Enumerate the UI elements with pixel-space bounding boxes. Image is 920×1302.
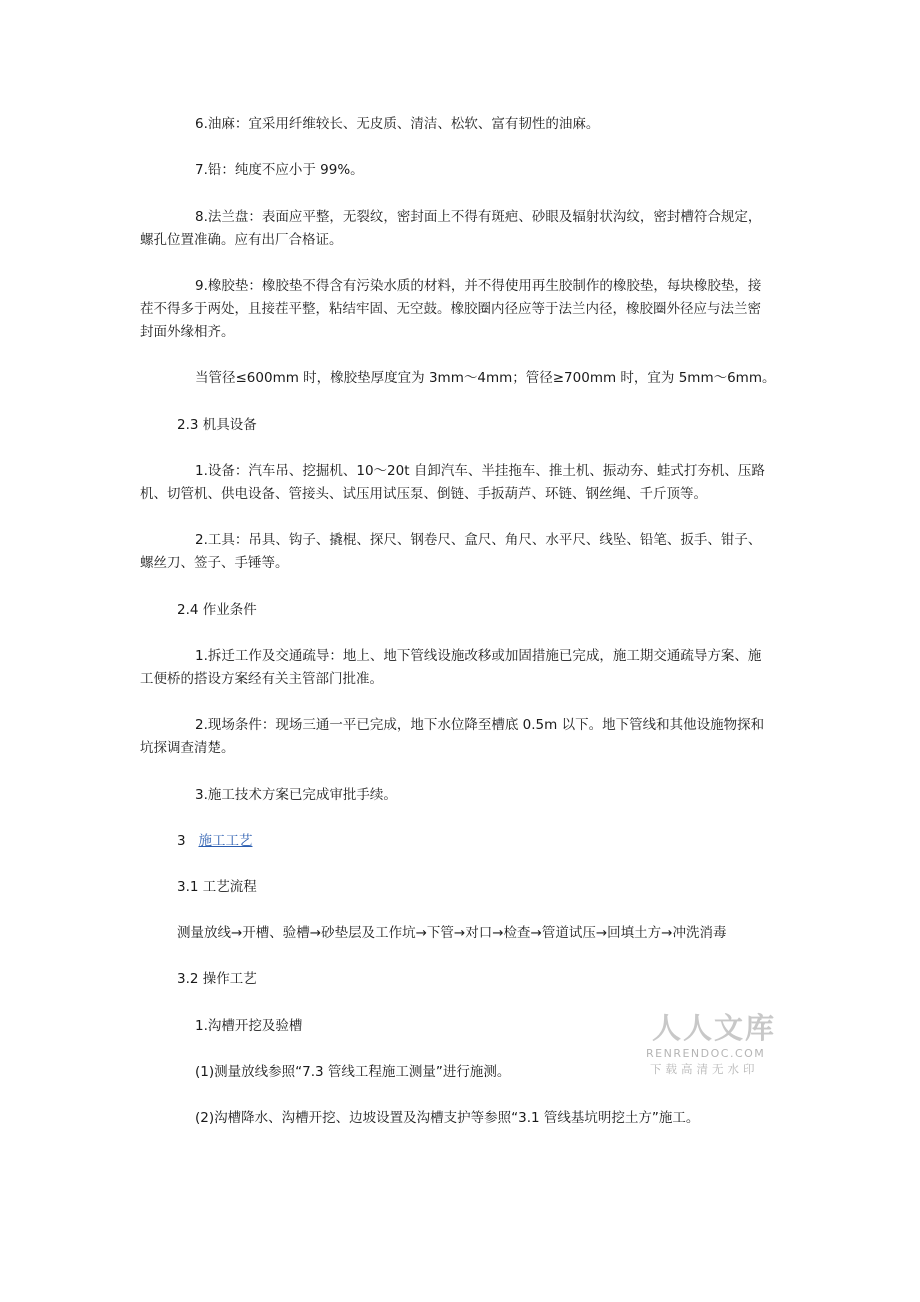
- item-flange-line1: 8.法兰盘：表面应平整，无裂纹，密封面上不得有斑疤、砂眼及辐射状沟纹，密封槽符合规定，: [195, 209, 762, 225]
- section-3-2-heading: 3.2 操作工艺: [177, 971, 257, 987]
- condition-3: 3.施工技术方案已完成审批手续。: [195, 787, 397, 803]
- section-3-number: 3: [177, 833, 186, 849]
- condition-1-line1: 1.拆迁工作及交通疏导：地上、地下管线设施改移或加固措施已完成，施工期交通疏导方案、施: [195, 648, 762, 664]
- watermark-subtitle: 下载高清无水印: [650, 1062, 759, 1076]
- item-rubber-gasket-line1: 9.橡胶垫：橡胶垫不得含有污染水质的材料，并不得使用再生胶制作的橡胶垫，每块橡胶垫，接: [195, 278, 762, 294]
- watermark-title: 人人文库: [652, 1011, 777, 1045]
- dewatering-step: (2)沟槽降水、沟槽开挖、边坡设置及沟槽支护等参照“3.1 管线基坑明挖土方”施工。: [195, 1110, 700, 1126]
- section-2-3-heading: 2.3 机具设备: [177, 417, 257, 433]
- watermark-domain: RENRENDOC.COM: [646, 1047, 766, 1060]
- trench-excavation-heading: 1.沟槽开挖及验槽: [195, 1018, 303, 1034]
- item-oakum: 6.油麻：宜采用纤维较长、无皮质、清洁、松软、富有韧性的油麻。: [195, 116, 600, 132]
- condition-1-line2: 工便桥的搭设方案经有关主管部门批准。: [140, 671, 383, 687]
- equipment-line1: 1.设备：汽车吊、挖掘机、10～20t 自卸汽车、半挂拖车、推土机、振动夯、蛙式打夯机、压路: [195, 463, 765, 479]
- gasket-thickness-note: 当管径≤600mm 时，橡胶垫厚度宜为 3mm～4mm；管径≥700mm 时，宜为 5mm～6mm。: [195, 370, 776, 386]
- condition-2-line2: 坑探调查清楚。: [140, 740, 235, 756]
- item-flange-line2: 螺孔位置准确。应有出厂合格证。: [140, 232, 343, 248]
- item-rubber-gasket-line2: 茬不得多于两处，且接茬平整，粘结牢固、无空鼓。橡胶圈内径应等于法兰内径，橡胶圈外径应与法兰密: [140, 301, 761, 317]
- section-2-4-heading: 2.4 作业条件: [177, 602, 257, 618]
- construction-process-link[interactable]: 施工工艺: [198, 833, 253, 849]
- section-3-heading: [177, 833, 252, 849]
- item-lead: 7.铅：纯度不应小于 99%。: [195, 162, 364, 178]
- tools-line1: 2.工具：吊具、钩子、撬棍、探尺、钢卷尺、盒尺、角尺、水平尺、线坠、铅笔、扳手、钳子、: [195, 532, 762, 548]
- survey-step: (1)测量放线参照“7.3 管线工程施工测量”进行施测。: [195, 1064, 511, 1080]
- tools-line2: 螺丝刀、签子、手锤等。: [140, 555, 289, 571]
- item-rubber-gasket-line3: 封面外缘相齐。: [140, 324, 235, 340]
- condition-2-line1: 2.现场条件：现场三通一平已完成，地下水位降至槽底 0.5m 以下。地下管线和其他设施物探和: [195, 717, 765, 733]
- equipment-line2: 机、切管机、供电设备、管接头、试压用试压泵、倒链、手扳葫芦、环链、钢丝绳、千斤顶等。: [140, 486, 707, 502]
- process-flow: 测量放线→开槽、验槽→砂垫层及工作坑→下管→对口→检查→管道试压→回填土方→冲洗消毒: [177, 925, 727, 941]
- section-3-1-heading: 3.1 工艺流程: [177, 879, 257, 895]
